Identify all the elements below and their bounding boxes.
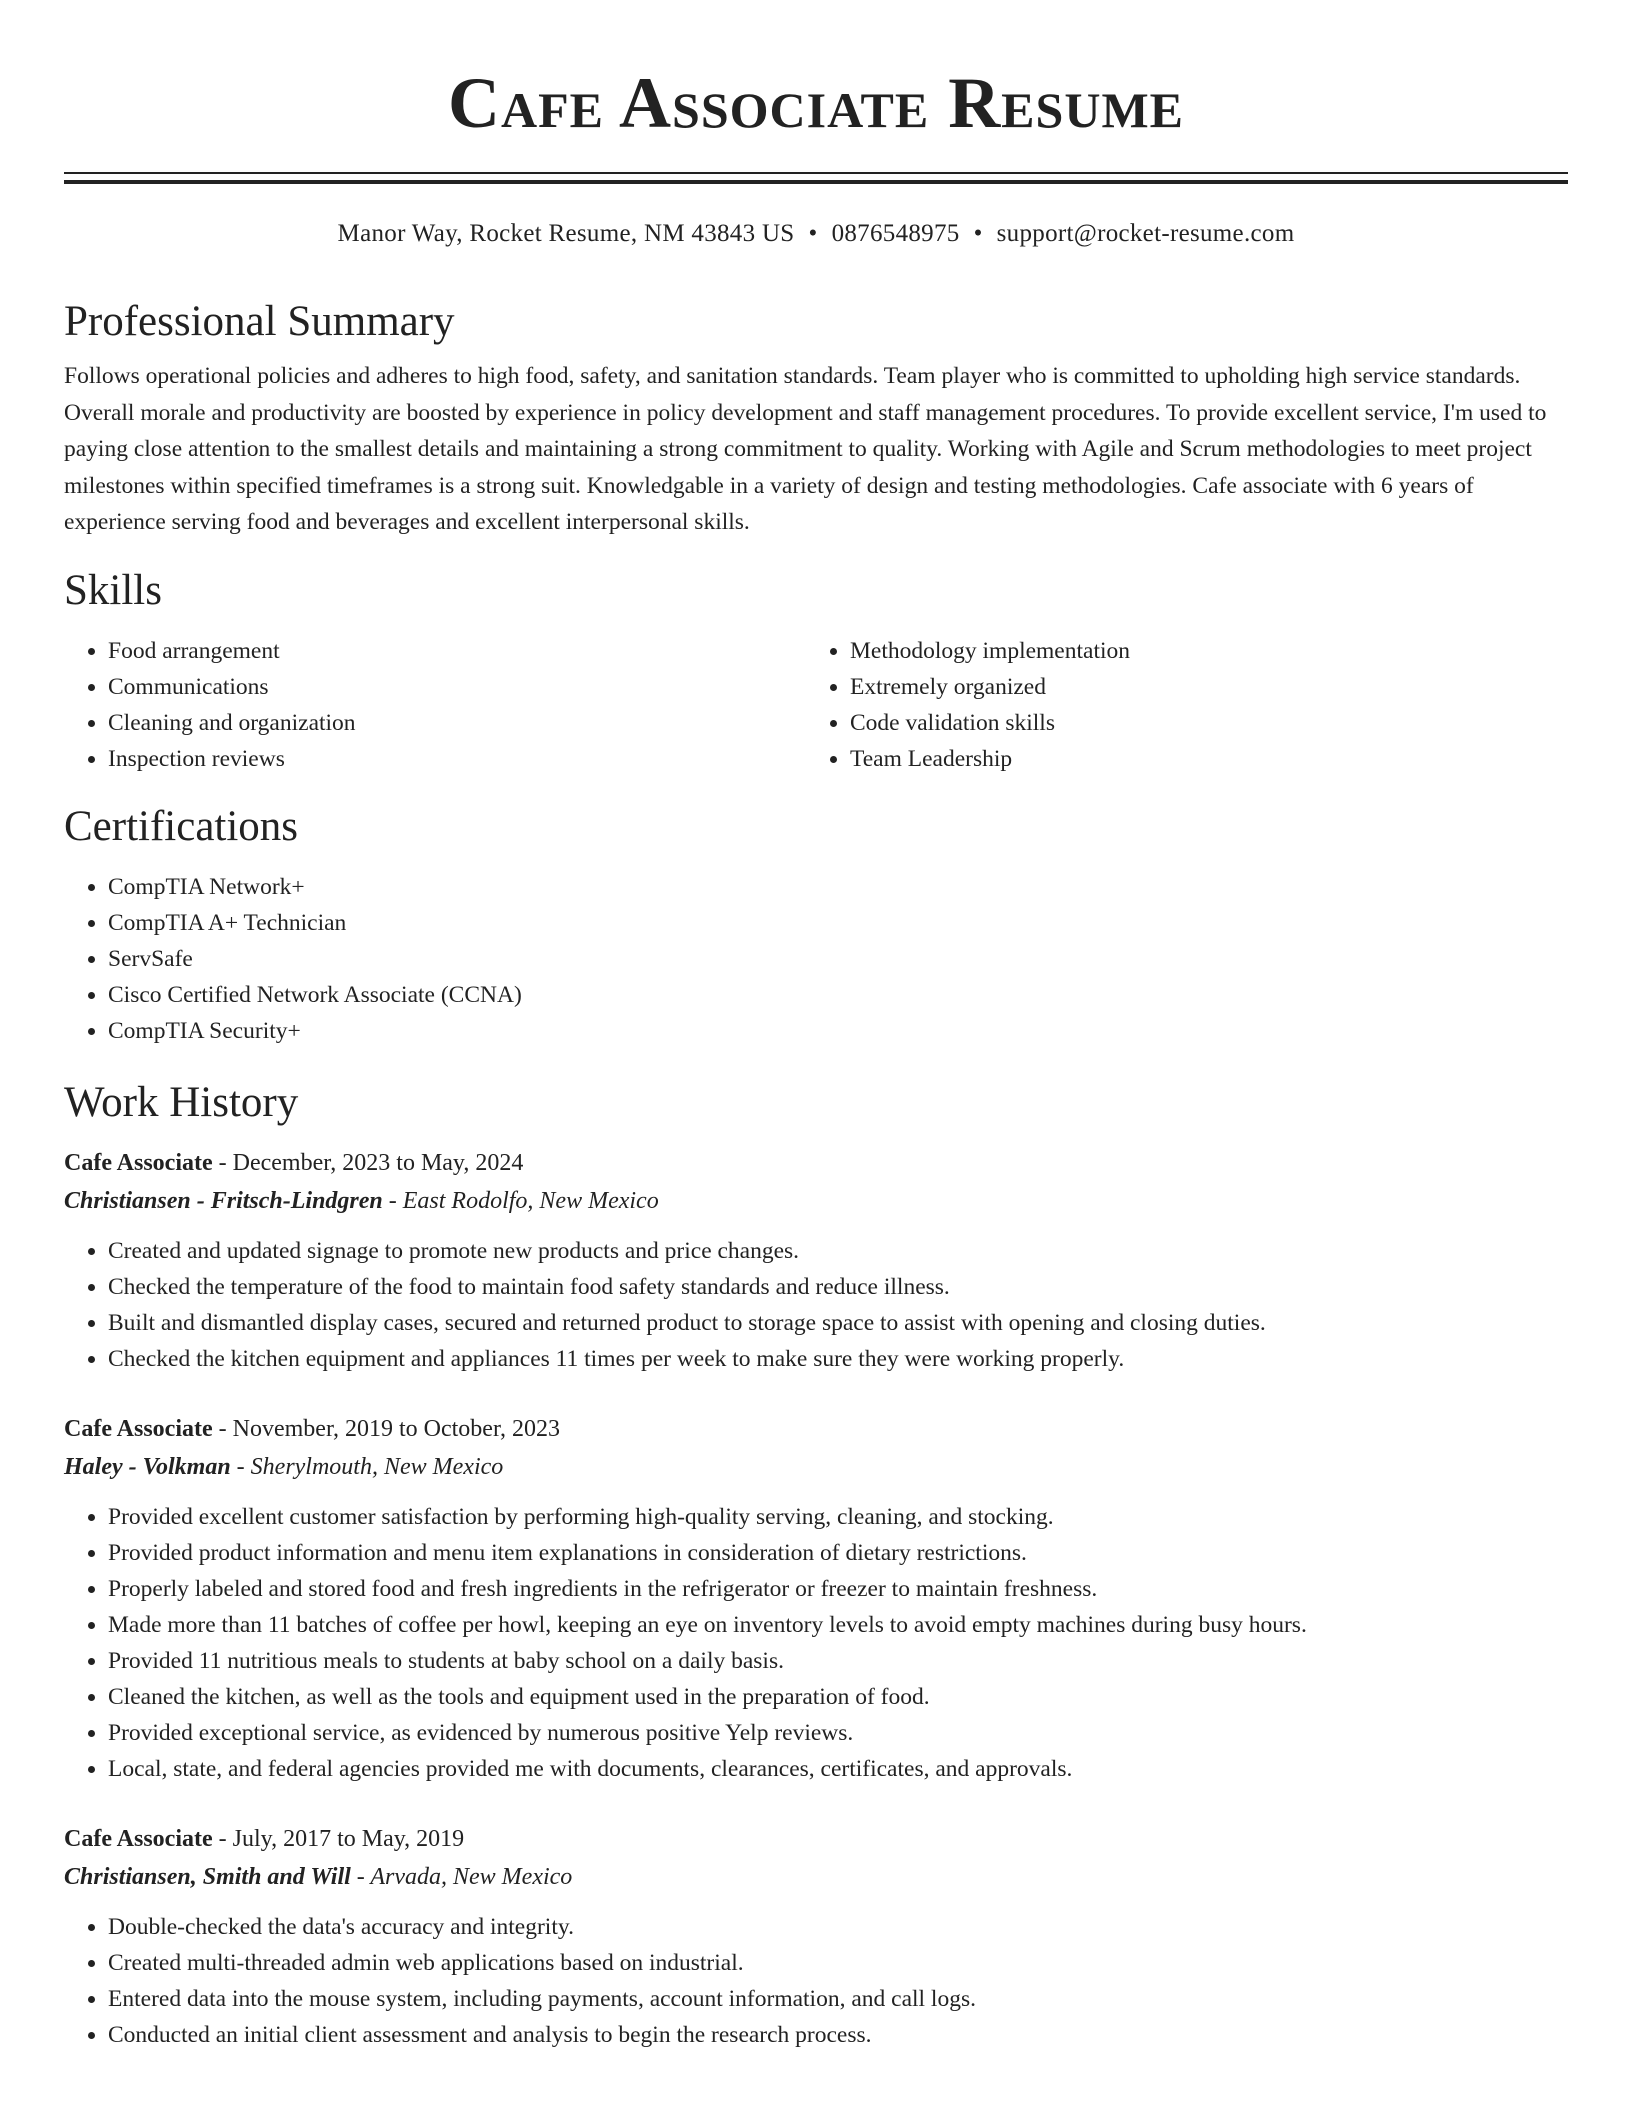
job-bullet: • Made more than 11 batches of coffee per howl, keeping an eye on inventory levels to avoid empty machines during busy hours. <box>108 1607 1568 1643</box>
skill-item: • Communications <box>108 669 806 705</box>
skill-item: • Cleaning and organization <box>108 705 806 741</box>
contact-line <box>64 218 1568 250</box>
certification-item: • ServSafe <box>108 941 1568 977</box>
page-title: Cafe Associate Resume <box>448 63 1184 143</box>
job-bullets <box>64 1499 1568 1787</box>
job-bullet: • Provided excellent customer satisfaction by performing high-quality serving, cleaning, and stocking. <box>108 1499 1568 1535</box>
job-location: - Arvada, New Mexico <box>350 1863 573 1890</box>
contact-email: support@rocket-resume.com <box>996 220 1295 247</box>
certifications-list <box>64 869 1568 1049</box>
title-divider-thin <box>64 172 1568 174</box>
job-role: Cafe Associate <box>64 1825 213 1852</box>
skill-item: • Food arrangement <box>108 633 806 669</box>
summary-text: Follows operational policies and adheres to high food, safety, and sanitation standards. Team player who is committed to upholding high service standards. Overall morale and productivity are boosted by experience in policy development and staff management procedures. To provide excellent service, I'm used to paying close attention to the smallest details and maintaining a strong commitment to quality. Working with Agile and Scrum methodologies to meet project milestones within specified timeframes is a strong suit. Knowledgable in a variety of design and testing methodologies. Cafe associate with 6 years of experience serving food and beverages and excellent interpersonal skills. <box>64 363 1547 535</box>
skill-item: • Code validation skills <box>850 705 1548 741</box>
contact-phone: 0876548975 <box>831 220 960 247</box>
skill-item: • Team Leadership <box>850 741 1548 777</box>
job-bullet: • Built and dismantled display cases, secured and returned product to storage space to assist with opening and closing duties. <box>108 1305 1568 1341</box>
job-bullet: • Local, state, and federal agencies provided me with documents, clearances, certificates, and approvals. <box>108 1751 1568 1787</box>
job-dates: - July, 2017 to May, 2019 <box>212 1825 465 1852</box>
job-entry <box>64 1411 1568 1787</box>
job-company: Haley - Volkman <box>64 1453 231 1480</box>
job-dates: - December, 2023 to May, 2024 <box>212 1149 524 1176</box>
certification-item: • CompTIA Security+ <box>108 1013 1568 1049</box>
job-company: Christiansen - Fritsch-Lindgren <box>64 1187 383 1214</box>
skills-list <box>64 633 1568 777</box>
job-role: Cafe Associate <box>64 1415 213 1442</box>
job-company-line <box>64 1857 1568 1897</box>
skills-column-right <box>806 633 1548 777</box>
job-bullet: • Checked the temperature of the food to maintain food safety standards and reduce illness. <box>108 1269 1568 1305</box>
skills-column-left <box>64 633 806 777</box>
job-entry <box>64 1145 1568 1377</box>
job-dates: - November, 2019 to October, 2023 <box>212 1415 560 1442</box>
job-bullet: • Entered data into the mouse system, including payments, account information, and call logs. <box>108 1981 1568 2017</box>
job-bullet: • Created multi-threaded admin web applications based on industrial. <box>108 1945 1568 1981</box>
skills-heading: Skills <box>64 566 162 614</box>
job-bullet: • Properly labeled and stored food and fresh ingredients in the refrigerator or freezer to maintain freshness. <box>108 1571 1568 1607</box>
job-bullet: • Checked the kitchen equipment and appliances 11 times per week to make sure they were working properly. <box>108 1341 1568 1377</box>
skill-item: • Extremely organized <box>850 669 1548 705</box>
certification-item: • CompTIA A+ Technician <box>108 905 1568 941</box>
certifications-heading: Certifications <box>64 802 299 850</box>
skill-item: • Inspection reviews <box>108 741 806 777</box>
job-company-line <box>64 1181 1568 1221</box>
job-company: Christiansen, Smith and Will <box>64 1863 351 1890</box>
skill-item: • Methodology implementation <box>850 633 1548 669</box>
job-bullet: • Provided product information and menu item explanations in consideration of dietary restrictions. <box>108 1535 1568 1571</box>
job-bullet: • Double-checked the data's accuracy and integrity. <box>108 1909 1568 1945</box>
job-title-line <box>64 1145 1568 1181</box>
work-history-heading: Work History <box>64 1078 299 1126</box>
contact-separator: • <box>808 220 818 247</box>
summary-heading: Professional Summary <box>64 298 455 345</box>
job-bullet: • Cleaned the kitchen, as well as the tools and equipment used in the preparation of food. <box>108 1679 1568 1715</box>
job-bullet: • Provided exceptional service, as evidenced by numerous positive Yelp reviews. <box>108 1715 1568 1751</box>
job-bullet: • Conducted an initial client assessment and analysis to begin the research process. <box>108 2017 1568 2053</box>
certification-item: • CompTIA Network+ <box>108 869 1568 905</box>
title-divider-thick <box>64 180 1568 184</box>
job-entry <box>64 1821 1568 2053</box>
job-bullet: • Provided 11 nutritious meals to students at baby school on a daily basis. <box>108 1643 1568 1679</box>
contact-address: Manor Way, Rocket Resume, NM 43843 US <box>337 220 795 247</box>
contact-separator: • <box>973 220 983 247</box>
job-location: - Sherylmouth, New Mexico <box>230 1453 504 1480</box>
certification-item: • Cisco Certified Network Associate (CCNA) <box>108 977 1568 1013</box>
job-location: - East Rodolfo, New Mexico <box>382 1187 659 1214</box>
job-title-line <box>64 1821 1568 1857</box>
job-company-line <box>64 1447 1568 1487</box>
job-title-line <box>64 1411 1568 1447</box>
job-bullet: • Created and updated signage to promote new products and price changes. <box>108 1233 1568 1269</box>
job-bullets <box>64 1909 1568 2053</box>
job-role: Cafe Associate <box>64 1149 213 1176</box>
job-bullets <box>64 1233 1568 1377</box>
